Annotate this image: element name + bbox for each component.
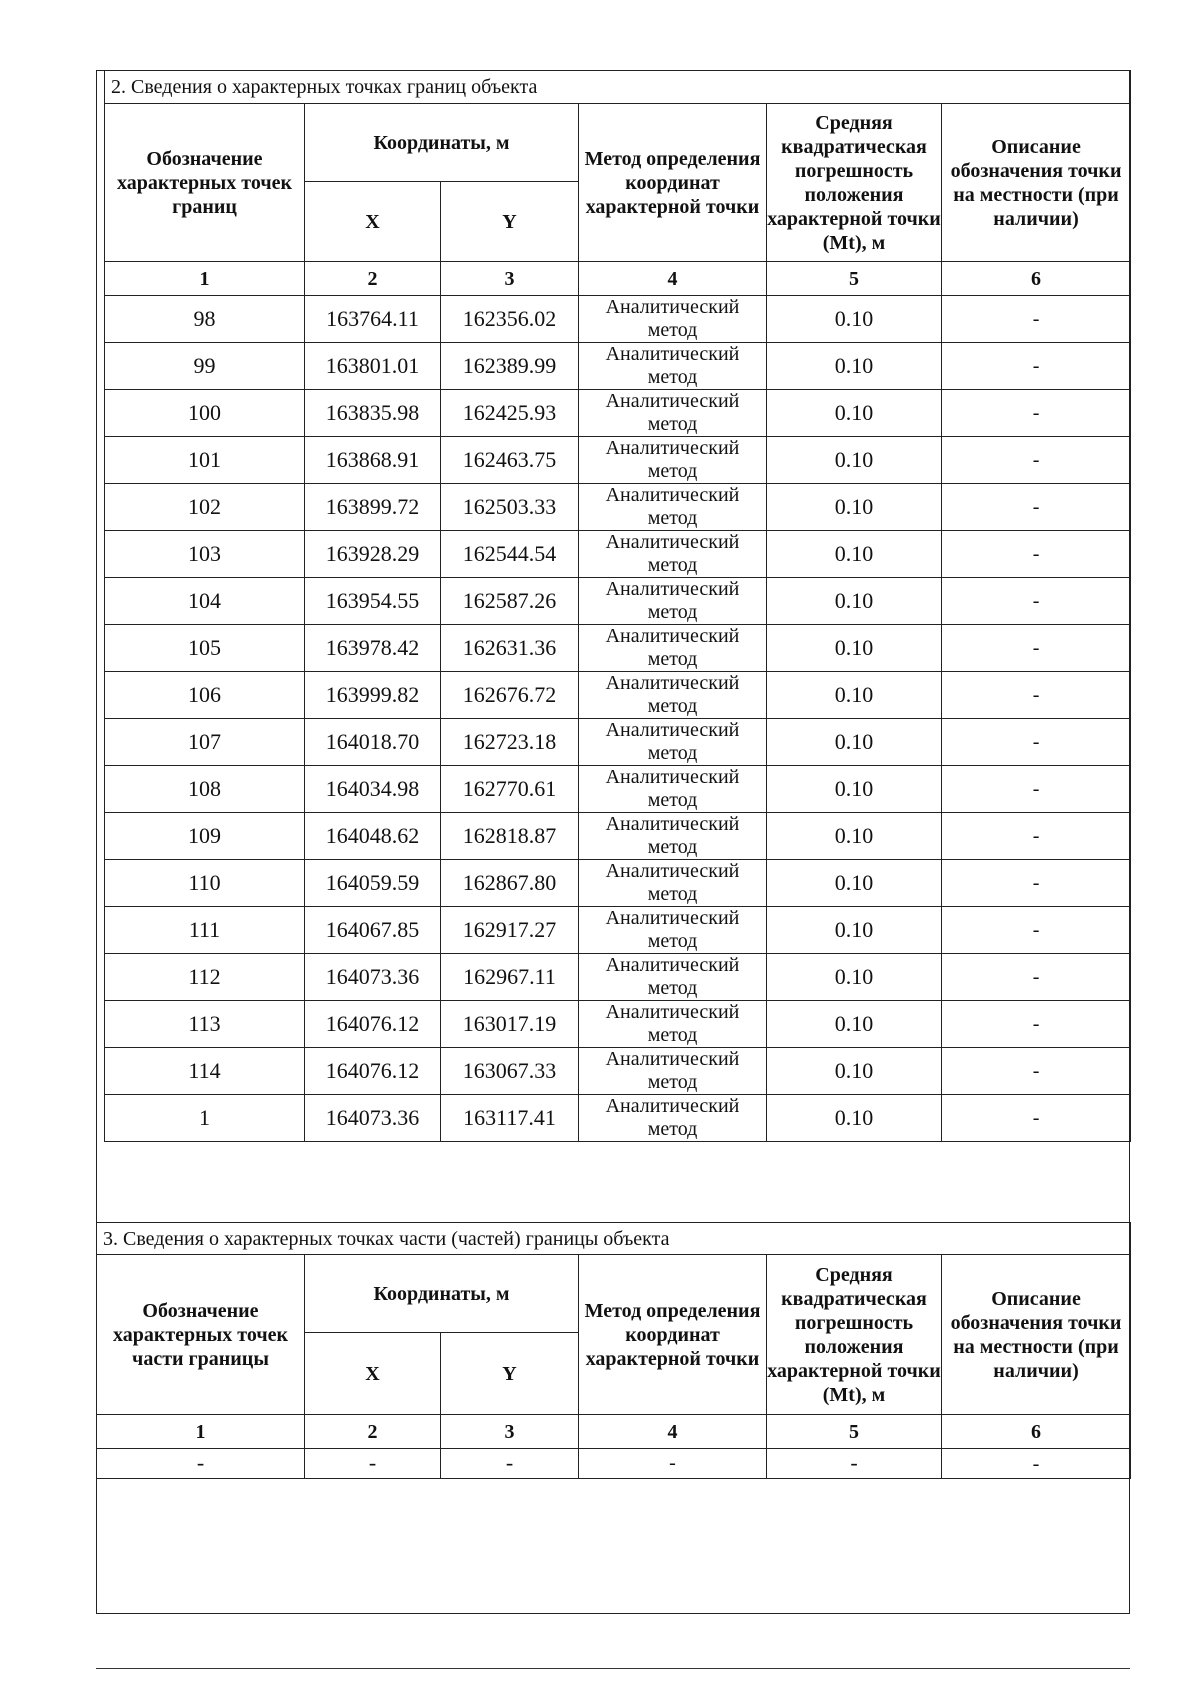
cell-y: 162917.27	[441, 907, 579, 954]
cell-method: -	[579, 1449, 767, 1479]
table-row	[105, 1048, 1131, 1095]
cell-method: Аналитический метод	[579, 860, 767, 907]
cell-method: Аналитический метод	[579, 296, 767, 343]
cell-description: -	[942, 907, 1131, 954]
header-y: Y	[441, 1333, 579, 1415]
cell-method: Аналитический метод	[579, 813, 767, 860]
cell-x: 163928.29	[305, 531, 441, 578]
cell-description: -	[942, 578, 1131, 625]
cell-method: Аналитический метод	[579, 578, 767, 625]
header-method: Метод определения координат характерной точки	[579, 104, 767, 262]
cell-y: 162770.61	[441, 766, 579, 813]
cell-x: 164076.12	[305, 1048, 441, 1095]
cell-point: 107	[105, 719, 305, 766]
cell-y: 162867.80	[441, 860, 579, 907]
cell-method: Аналитический метод	[579, 625, 767, 672]
section3-col-numbers	[97, 1415, 1131, 1449]
cell-method: Аналитический метод	[579, 672, 767, 719]
cell-description: -	[942, 766, 1131, 813]
cell-point: 109	[105, 813, 305, 860]
cell-method: Аналитический метод	[579, 766, 767, 813]
table-row	[105, 860, 1131, 907]
cell-description: -	[942, 954, 1131, 1001]
cell-method: Аналитический метод	[579, 954, 767, 1001]
cell-y: 162587.26	[441, 578, 579, 625]
section2-header-row-1	[105, 104, 1131, 182]
col-number: 5	[767, 262, 942, 296]
cell-y: 162356.02	[441, 296, 579, 343]
cell-description: -	[942, 1048, 1131, 1095]
cell-description: -	[942, 484, 1131, 531]
table-row	[105, 578, 1131, 625]
cell-mt: 0.10	[767, 766, 942, 813]
table-row	[105, 813, 1131, 860]
cell-x: 163978.42	[305, 625, 441, 672]
col-number: 6	[942, 262, 1131, 296]
section3-table	[96, 1222, 1131, 1479]
cell-y: 162631.36	[441, 625, 579, 672]
cell-mt: 0.10	[767, 907, 942, 954]
col-number: 4	[579, 262, 767, 296]
cell-method: Аналитический метод	[579, 1095, 767, 1142]
cell-point: 99	[105, 343, 305, 390]
cell-x: 163868.91	[305, 437, 441, 484]
cell-mt: 0.10	[767, 1095, 942, 1142]
footer-rule	[96, 1668, 1130, 1669]
section2-title-row	[105, 71, 1131, 104]
section2-col-numbers	[105, 262, 1131, 296]
cell-point: 113	[105, 1001, 305, 1048]
cell-method: Аналитический метод	[579, 484, 767, 531]
cell-method: Аналитический метод	[579, 390, 767, 437]
cell-y: 163067.33	[441, 1048, 579, 1095]
header-designation: Обозначение характерных точек границ	[105, 104, 305, 262]
cell-method: Аналитический метод	[579, 437, 767, 484]
cell-mt: 0.10	[767, 531, 942, 578]
col-number: 5	[767, 1415, 942, 1449]
cell-x: 163954.55	[305, 578, 441, 625]
cell-mt: 0.10	[767, 437, 942, 484]
cell-mt: 0.10	[767, 719, 942, 766]
cell-description: -	[942, 1095, 1131, 1142]
cell-mt: 0.10	[767, 390, 942, 437]
cell-description: -	[942, 860, 1131, 907]
cell-mt: 0.10	[767, 672, 942, 719]
cell-mt: 0.10	[767, 343, 942, 390]
table-row	[105, 390, 1131, 437]
cell-x: 163835.98	[305, 390, 441, 437]
cell-description: -	[942, 531, 1131, 578]
header-y: Y	[441, 182, 579, 262]
cell-point: 104	[105, 578, 305, 625]
cell-y: 162967.11	[441, 954, 579, 1001]
table-row	[105, 343, 1131, 390]
header-error: Средняя квадратическая погрешность положения характерной точки (Mt), м	[767, 104, 942, 262]
col-number: 2	[305, 1415, 441, 1449]
table-row	[105, 531, 1131, 578]
cell-y: -	[441, 1449, 579, 1479]
cell-x: 164059.59	[305, 860, 441, 907]
cell-point: 1	[105, 1095, 305, 1142]
cell-description: -	[942, 390, 1131, 437]
cell-mt: 0.10	[767, 813, 942, 860]
cell-mt: 0.10	[767, 578, 942, 625]
cell-description: -	[942, 719, 1131, 766]
table-row	[97, 1449, 1131, 1479]
cell-x: 164073.36	[305, 1095, 441, 1142]
cell-description: -	[942, 437, 1131, 484]
cell-y: 162463.75	[441, 437, 579, 484]
cell-y: 162818.87	[441, 813, 579, 860]
cell-point: 105	[105, 625, 305, 672]
cell-point: 100	[105, 390, 305, 437]
cell-description: -	[942, 625, 1131, 672]
cell-point: 101	[105, 437, 305, 484]
cell-x: 164076.12	[305, 1001, 441, 1048]
section3-title-row	[97, 1223, 1131, 1255]
cell-description: -	[942, 343, 1131, 390]
section2-table	[104, 70, 1131, 1142]
cell-y: 162723.18	[441, 719, 579, 766]
cell-description: -	[942, 672, 1131, 719]
table-row	[105, 719, 1131, 766]
header-x: X	[305, 1333, 441, 1415]
col-number: 2	[305, 262, 441, 296]
cell-mt: 0.10	[767, 860, 942, 907]
cell-x: 164073.36	[305, 954, 441, 1001]
cell-description: -	[942, 296, 1131, 343]
cell-method: Аналитический метод	[579, 719, 767, 766]
cell-description: -	[942, 813, 1131, 860]
cell-mt: 0.10	[767, 296, 942, 343]
cell-method: Аналитический метод	[579, 907, 767, 954]
col-number: 1	[97, 1415, 305, 1449]
cell-method: Аналитический метод	[579, 531, 767, 578]
table-row	[105, 672, 1131, 719]
table-row	[105, 296, 1131, 343]
cell-point: -	[97, 1449, 305, 1479]
cell-x: 163801.01	[305, 343, 441, 390]
cell-mt: 0.10	[767, 1048, 942, 1095]
cell-x: 163999.82	[305, 672, 441, 719]
cell-x: 163764.11	[305, 296, 441, 343]
cell-point: 103	[105, 531, 305, 578]
cell-point: 106	[105, 672, 305, 719]
cell-point: 111	[105, 907, 305, 954]
section3-header-row-1	[97, 1255, 1131, 1333]
cell-method: Аналитический метод	[579, 1001, 767, 1048]
cell-y: 162676.72	[441, 672, 579, 719]
col-number: 3	[441, 1415, 579, 1449]
cell-y: 163117.41	[441, 1095, 579, 1142]
cell-mt: 0.10	[767, 484, 942, 531]
table-row	[105, 484, 1131, 531]
cell-x: 163899.72	[305, 484, 441, 531]
cell-mt: 0.10	[767, 625, 942, 672]
table-row	[105, 1001, 1131, 1048]
table-row	[105, 1095, 1131, 1142]
cell-mt: -	[767, 1449, 942, 1479]
cell-point: 112	[105, 954, 305, 1001]
header-x: X	[305, 182, 441, 262]
section3-title: 3. Сведения о характерных точках части (частей) границы объекта	[97, 1223, 1131, 1255]
header-description: Описание обозначения точки на местности (при наличии)	[942, 104, 1131, 262]
col-number: 1	[105, 262, 305, 296]
cell-x: 164018.70	[305, 719, 441, 766]
table-row	[105, 766, 1131, 813]
header-coords: Координаты, м	[305, 104, 579, 182]
header-method: Метод определения координат характерной точки	[579, 1255, 767, 1415]
table-row	[105, 907, 1131, 954]
table-row	[105, 437, 1131, 484]
cell-point: 102	[105, 484, 305, 531]
cell-x: 164034.98	[305, 766, 441, 813]
col-number: 3	[441, 262, 579, 296]
cell-x: -	[305, 1449, 441, 1479]
cell-method: Аналитический метод	[579, 1048, 767, 1095]
header-designation: Обозначение характерных точек части границы	[97, 1255, 305, 1415]
cell-y: 162425.93	[441, 390, 579, 437]
section2-title: 2. Сведения о характерных точках границ объекта	[105, 71, 1131, 104]
cell-description: -	[942, 1449, 1131, 1479]
cell-y: 162503.33	[441, 484, 579, 531]
cell-point: 108	[105, 766, 305, 813]
cell-mt: 0.10	[767, 1001, 942, 1048]
header-coords: Координаты, м	[305, 1255, 579, 1333]
cell-x: 164048.62	[305, 813, 441, 860]
cell-x: 164067.85	[305, 907, 441, 954]
cell-method: Аналитический метод	[579, 343, 767, 390]
cell-y: 162389.99	[441, 343, 579, 390]
header-error: Средняя квадратическая погрешность положения характерной точки (Mt), м	[767, 1255, 942, 1415]
cell-y: 163017.19	[441, 1001, 579, 1048]
table-row	[105, 625, 1131, 672]
cell-point: 110	[105, 860, 305, 907]
cell-point: 114	[105, 1048, 305, 1095]
col-number: 4	[579, 1415, 767, 1449]
header-description: Описание обозначения точки на местности (при наличии)	[942, 1255, 1131, 1415]
cell-point: 98	[105, 296, 305, 343]
col-number: 6	[942, 1415, 1131, 1449]
cell-y: 162544.54	[441, 531, 579, 578]
table-row	[105, 954, 1131, 1001]
cell-description: -	[942, 1001, 1131, 1048]
cell-mt: 0.10	[767, 954, 942, 1001]
